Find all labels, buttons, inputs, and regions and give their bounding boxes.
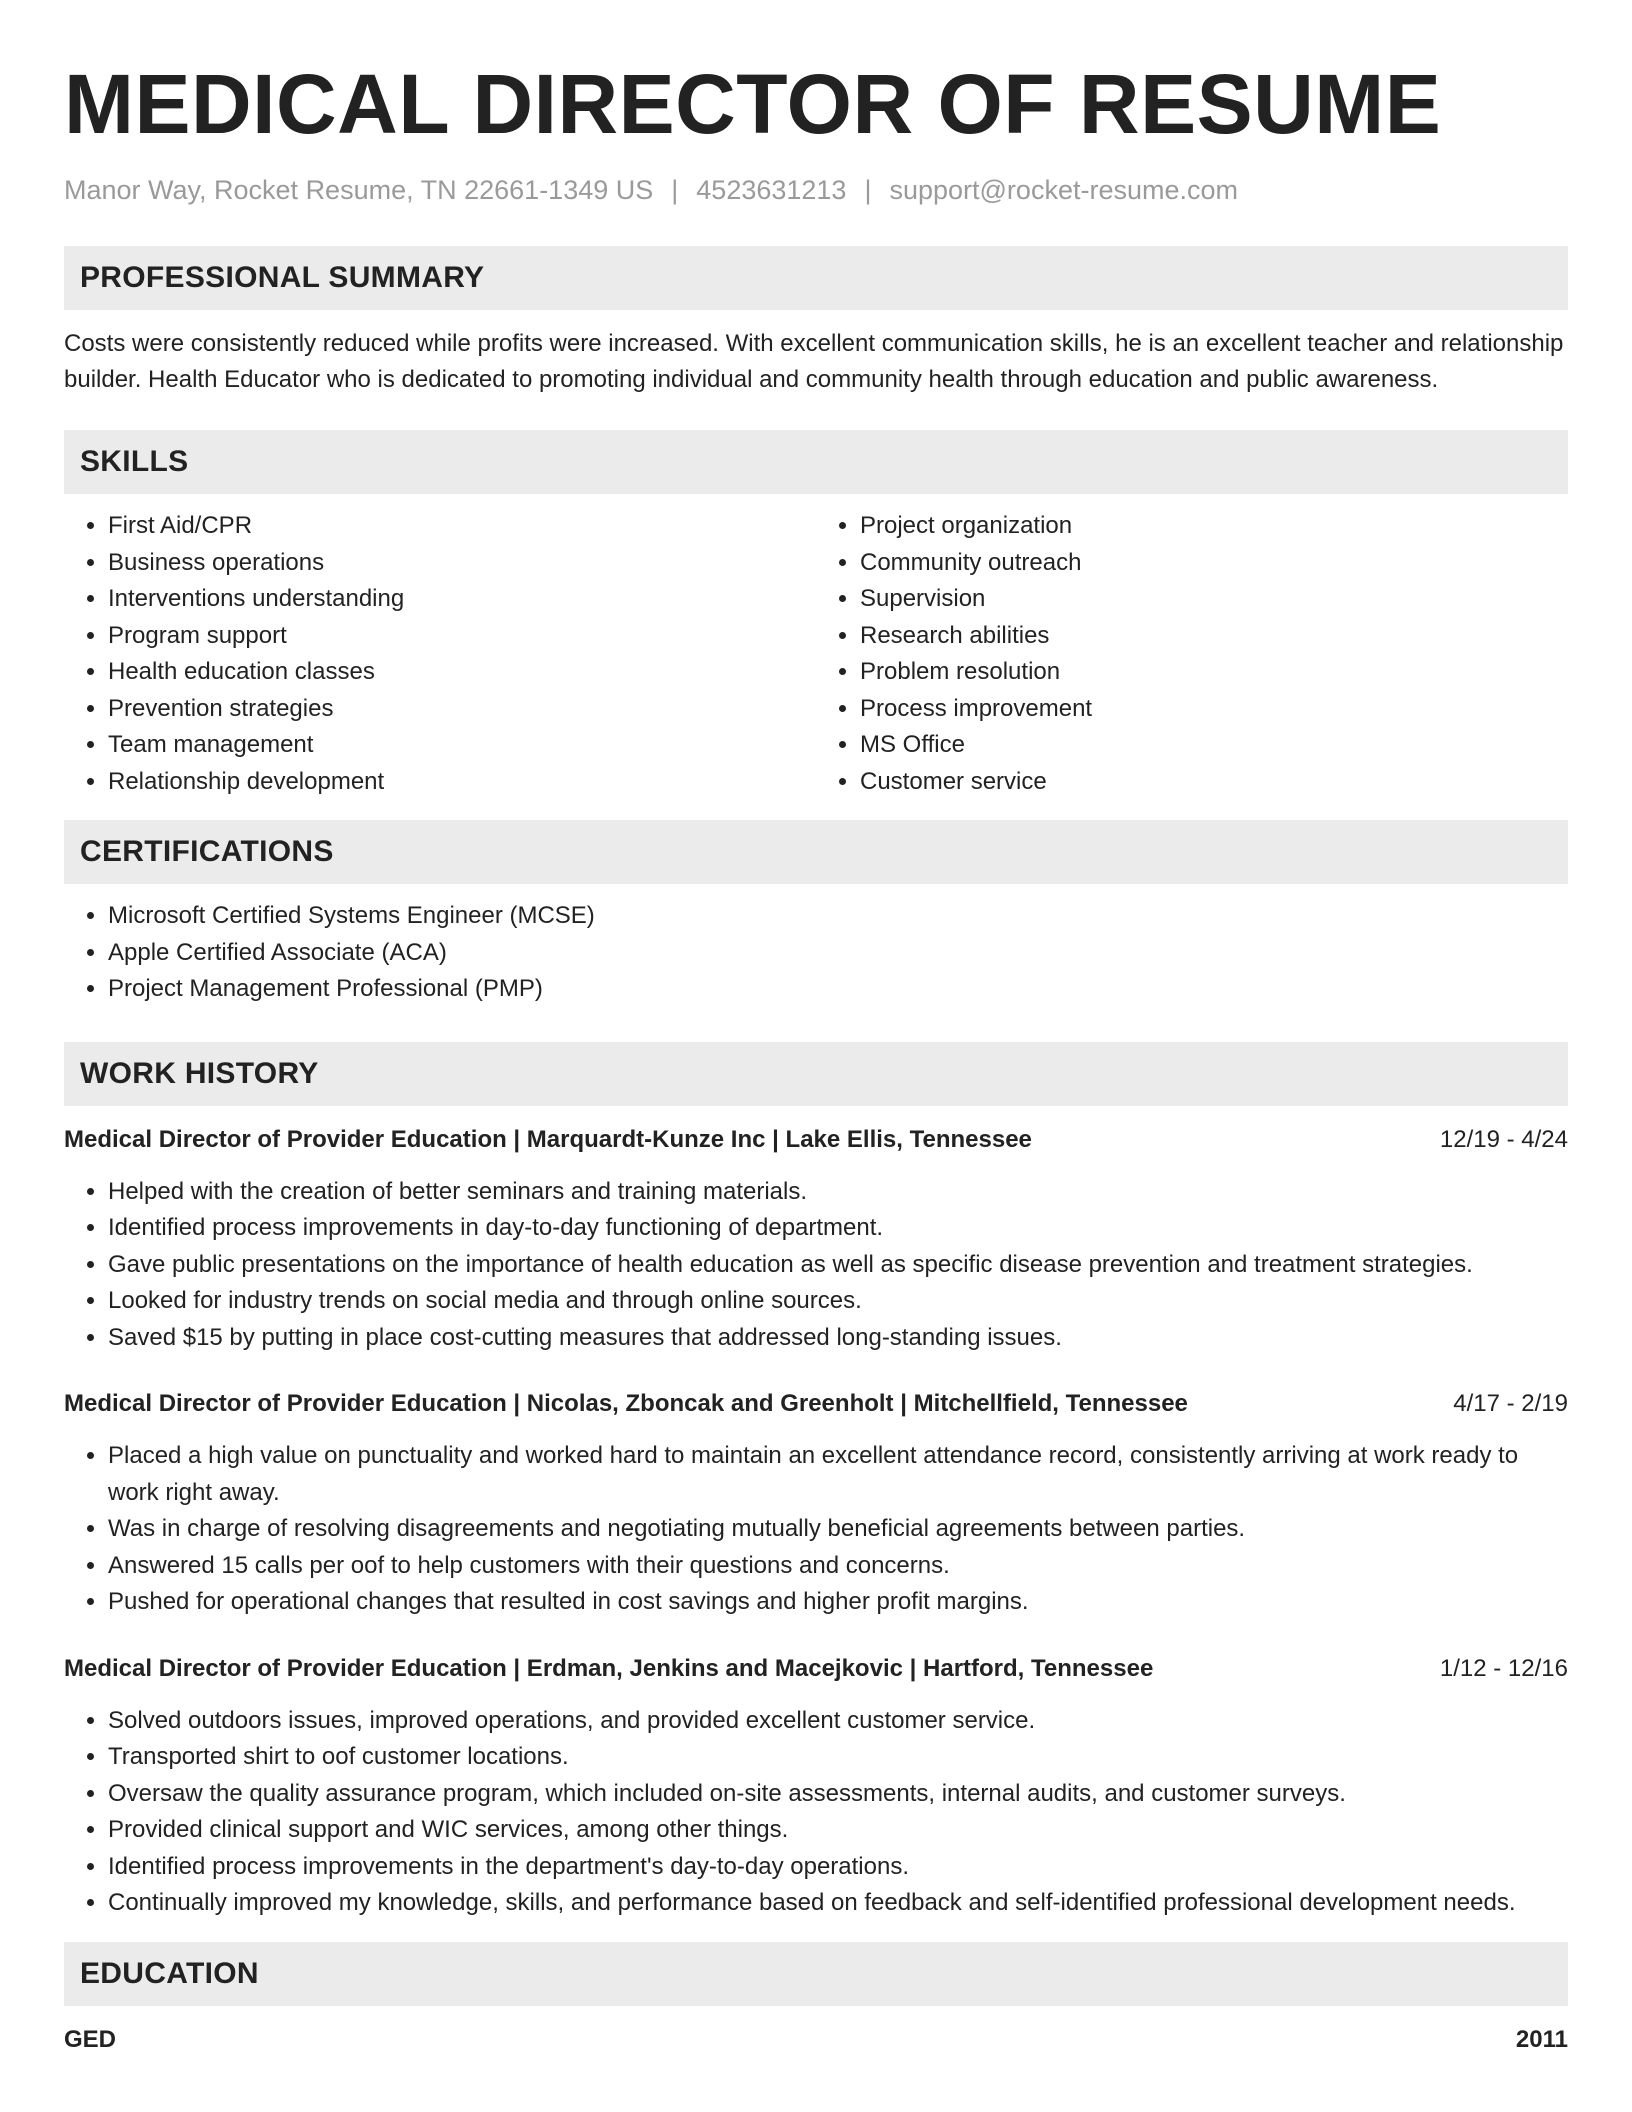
contact-line bbox=[64, 174, 1568, 206]
education-year: 2011 bbox=[1515, 2025, 1568, 2053]
skills-column-left bbox=[64, 508, 816, 800]
education-degree: GED bbox=[64, 2025, 117, 2053]
job-header bbox=[64, 1651, 1568, 1687]
job-bullet: • Was in charge of resolving disagreements and negotiating mutually beneficial agreements between parties. bbox=[108, 1511, 1568, 1548]
contact-separator: | bbox=[671, 175, 679, 205]
skills-heading: SKILLS bbox=[64, 430, 1568, 494]
education-heading: EDUCATION bbox=[64, 1942, 1568, 2006]
candidate-name: MEDICAL DIRECTOR OF RESUME bbox=[64, 57, 1442, 151]
skill-item: • Interventions understanding bbox=[108, 581, 816, 618]
skill-item: • Business operations bbox=[108, 545, 816, 582]
skill-item: • Prevention strategies bbox=[108, 691, 816, 728]
job-bullet: • Saved $15 by putting in place cost-cutting measures that addressed long-standing issues. bbox=[108, 1320, 1568, 1357]
skill-item: • Research abilities bbox=[860, 618, 1568, 655]
skill-item: • Supervision bbox=[860, 581, 1568, 618]
job-entry bbox=[64, 1651, 1568, 1922]
job-bullet: • Gave public presentations on the importance of health education as well as specific disease prevention and treatment strategies. bbox=[108, 1247, 1568, 1284]
work-history-heading: WORK HISTORY bbox=[64, 1042, 1568, 1106]
certifications-heading: CERTIFICATIONS bbox=[64, 820, 1568, 884]
skill-item: • Team management bbox=[108, 727, 816, 764]
skill-item: • Community outreach bbox=[860, 545, 1568, 582]
contact-phone: 4523631213 bbox=[696, 175, 847, 205]
job-dates: 4/17 - 2/19 bbox=[1453, 1390, 1568, 1417]
job-header bbox=[64, 1386, 1568, 1422]
job-dates: 12/19 - 4/24 bbox=[1439, 1125, 1568, 1153]
job-bullet: • Pushed for operational changes that resulted in cost savings and higher profit margins. bbox=[108, 1584, 1568, 1621]
education-entry bbox=[64, 2022, 1568, 2058]
job-title: Medical Director of Provider Education | Nicolas, Zboncak and Greenholt | Mitchellfield, Tennessee bbox=[64, 1390, 1188, 1417]
job-entry bbox=[64, 1386, 1568, 1621]
job-bullet: • Looked for industry trends on social media and through online sources. bbox=[108, 1283, 1568, 1320]
job-bullet: • Identified process improvements in the department's day-to-day operations. bbox=[108, 1849, 1568, 1886]
job-bullet: • Solved outdoors issues, improved operations, and provided excellent customer service. bbox=[108, 1703, 1568, 1740]
job-bullet: • Provided clinical support and WIC services, among other things. bbox=[108, 1812, 1568, 1849]
skill-item: • Health education classes bbox=[108, 654, 816, 691]
summary-heading: PROFESSIONAL SUMMARY bbox=[64, 246, 1568, 310]
skill-item: • Relationship development bbox=[108, 764, 816, 801]
skill-item: • Customer service bbox=[860, 764, 1568, 801]
contact-address: Manor Way, Rocket Resume, TN 22661-1349 US bbox=[64, 175, 654, 205]
certification-item: • Project Management Professional (PMP) bbox=[108, 971, 1568, 1008]
certification-item: • Apple Certified Associate (ACA) bbox=[108, 935, 1568, 972]
job-bullets bbox=[64, 1703, 1568, 1922]
contact-email: support@rocket-resume.com bbox=[889, 175, 1238, 205]
job-bullet: • Helped with the creation of better seminars and training materials. bbox=[108, 1174, 1568, 1211]
job-bullet: • Continually improved my knowledge, skills, and performance based on feedback and self-identified professional development needs. bbox=[108, 1885, 1568, 1922]
contact-separator: | bbox=[864, 175, 872, 205]
skill-item: • First Aid/CPR bbox=[108, 508, 816, 545]
job-bullet: • Identified process improvements in day-to-day functioning of department. bbox=[108, 1210, 1568, 1247]
job-bullet: • Transported shirt to oof customer locations. bbox=[108, 1739, 1568, 1776]
skill-item: • Process improvement bbox=[860, 691, 1568, 728]
skills-list bbox=[64, 508, 1568, 800]
job-bullet: • Answered 15 calls per oof to help customers with their questions and concerns. bbox=[108, 1548, 1568, 1585]
job-header bbox=[64, 1122, 1568, 1158]
certifications-list bbox=[64, 898, 1568, 1008]
job-bullets bbox=[64, 1438, 1568, 1621]
summary-text: Costs were consistently reduced while profits were increased. With excellent communication skills, he is an excellent teacher and relationship builder. Health Educator who is dedicated to promoting individual and community health through education and public awareness. bbox=[64, 330, 1564, 393]
skill-item: • Project organization bbox=[860, 508, 1568, 545]
job-dates: 1/12 - 12/16 bbox=[1439, 1654, 1568, 1682]
job-title: Medical Director of Provider Education | Marquardt-Kunze Inc | Lake Ellis, Tennessee bbox=[64, 1125, 1032, 1153]
job-title: Medical Director of Provider Education | Erdman, Jenkins and Macejkovic | Hartford, Tennessee bbox=[64, 1654, 1154, 1682]
job-bullet: • Oversaw the quality assurance program, which included on-site assessments, internal audits, and customer surveys. bbox=[108, 1776, 1568, 1813]
skill-item: • MS Office bbox=[860, 727, 1568, 764]
skill-item: • Problem resolution bbox=[860, 654, 1568, 691]
certification-item: • Microsoft Certified Systems Engineer (MCSE) bbox=[108, 898, 1568, 935]
job-entry bbox=[64, 1122, 1568, 1357]
job-bullets bbox=[64, 1174, 1568, 1357]
job-bullet: • Placed a high value on punctuality and worked hard to maintain an excellent attendance record, consistently arriving at work ready to work right away. bbox=[108, 1438, 1568, 1511]
skill-item: • Program support bbox=[108, 618, 816, 655]
skills-column-right bbox=[816, 508, 1568, 800]
